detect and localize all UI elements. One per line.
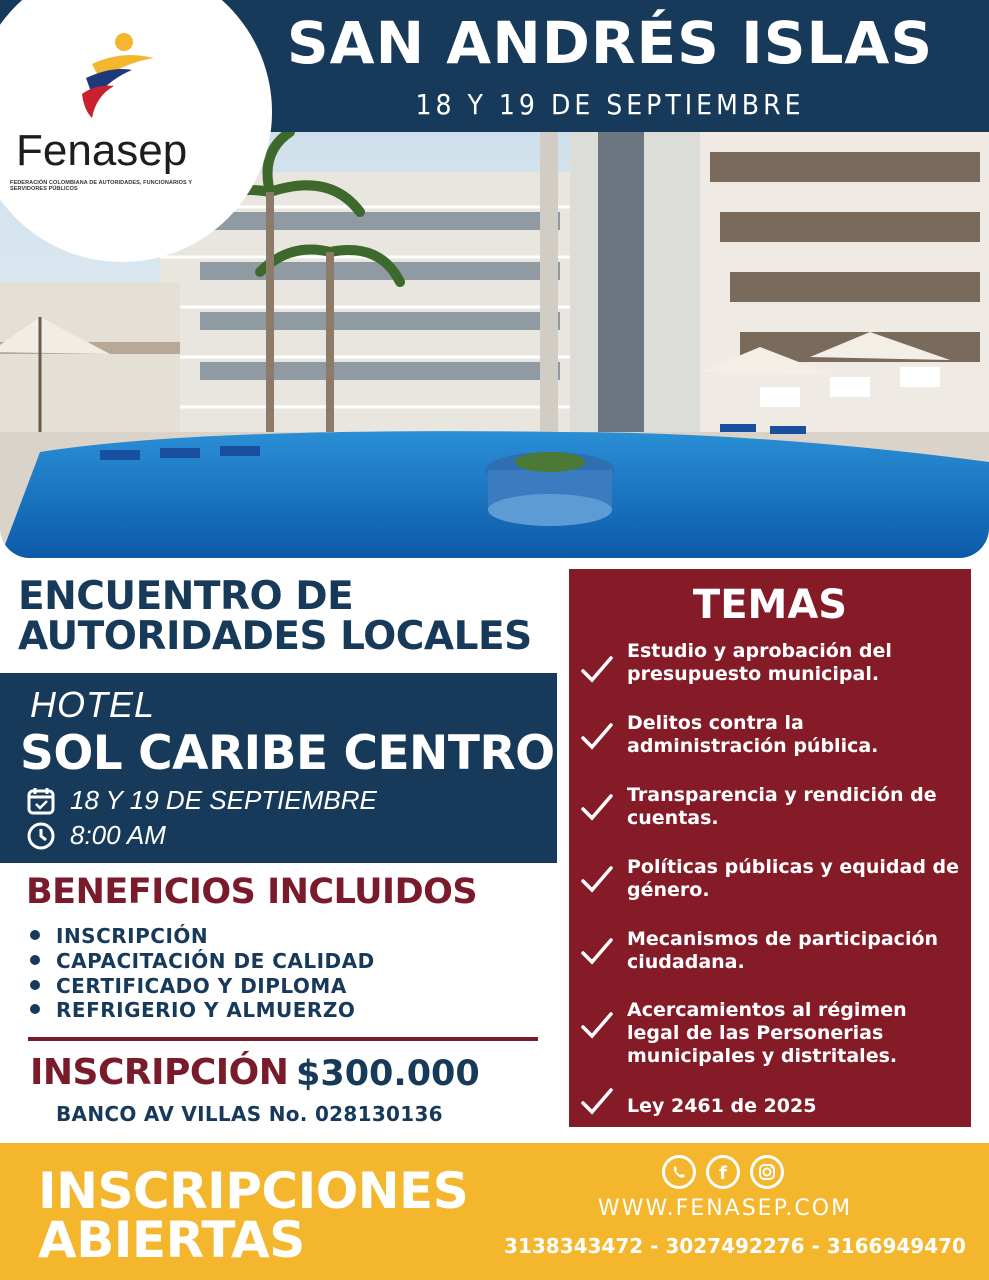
- website-link[interactable]: WWW.FENASEP.COM: [597, 1196, 853, 1221]
- logo-tagline: FEDERACIÓN COLOMBIANA DE AUTORIDADES, FUNCIONARIOS Y SERVIDORES PÚBLICOS: [10, 180, 193, 192]
- benefit-item: REFRIGERIO Y ALMUERZO: [56, 998, 356, 1022]
- fenasep-logo-icon: [72, 30, 162, 130]
- event-title-line1: ENCUENTRO DE: [18, 574, 354, 619]
- facebook-icon[interactable]: [706, 1155, 740, 1189]
- benefit-item: CERTIFICADO Y DIPLOMA: [56, 974, 347, 998]
- footer-cta-line2: ABIERTAS: [38, 1211, 305, 1269]
- svg-text:f: f: [719, 1163, 727, 1184]
- checkmark-icon: [580, 865, 614, 895]
- bank-account: BANCO AV VILLAS No. 028130136: [56, 1102, 443, 1126]
- topic-item: Estudio y aprobación del presupuesto municipal.: [627, 640, 892, 685]
- divider: [28, 1037, 538, 1041]
- hotel-date: 18 Y 19 DE SEPTIEMBRE: [70, 785, 377, 815]
- benefits-title: BENEFICIOS INCLUIDOS: [26, 872, 478, 912]
- bullet-icon: [30, 980, 40, 990]
- event-title-line2: AUTORIDADES LOCALES: [18, 614, 532, 659]
- topic-item: Mecanismos de participación ciudadana.: [627, 928, 939, 973]
- topic-item: Transparencia y rendición de cuentas.: [627, 784, 937, 829]
- bullet-icon: [30, 930, 40, 940]
- topics-title: TEMAS: [692, 582, 848, 628]
- checkmark-icon: [580, 655, 614, 685]
- hotel-time: 8:00 AM: [70, 820, 166, 850]
- footer-cta-line1: INSCRIPCIONES: [38, 1162, 469, 1220]
- benefit-item: INSCRIPCIÓN: [56, 924, 209, 948]
- topic-item: Ley 2461 de 2025: [627, 1095, 817, 1117]
- hotel-name: SOL CARIBE CENTRO: [20, 726, 555, 781]
- checkmark-icon: [580, 1011, 614, 1041]
- bullet-icon: [30, 1004, 40, 1014]
- checkmark-icon: [580, 793, 614, 823]
- whatsapp-icon[interactable]: [662, 1155, 696, 1189]
- checkmark-icon: [580, 722, 614, 752]
- hotel-label: HOTEL: [30, 684, 156, 725]
- instagram-icon[interactable]: [750, 1155, 784, 1189]
- checkmark-icon: [580, 1087, 614, 1117]
- page-title: SAN ANDRÉS ISLAS: [286, 9, 934, 77]
- topic-item: Políticas públicas y equidad de género.: [627, 856, 960, 901]
- topic-item: Acercamientos al régimen legal de las Personerias municipales y distritales.: [627, 999, 907, 1067]
- page-subtitle: 18 Y 19 DE SEPTIEMBRE: [415, 88, 805, 121]
- registration-label: INSCRIPCIÓN: [30, 1052, 289, 1093]
- registration-price: $300.000: [296, 1054, 480, 1094]
- topic-item: Delitos contra la administración pública.: [627, 712, 879, 757]
- logo-name: Fenasep: [16, 126, 188, 175]
- benefit-item: CAPACITACIÓN DE CALIDAD: [56, 949, 375, 973]
- clock-icon: [26, 821, 56, 851]
- contact-phones: 3138343472 - 3027492276 - 3166949470: [504, 1234, 966, 1258]
- bullet-icon: [30, 955, 40, 965]
- checkmark-icon: [580, 937, 614, 967]
- calendar-icon: [26, 786, 56, 816]
